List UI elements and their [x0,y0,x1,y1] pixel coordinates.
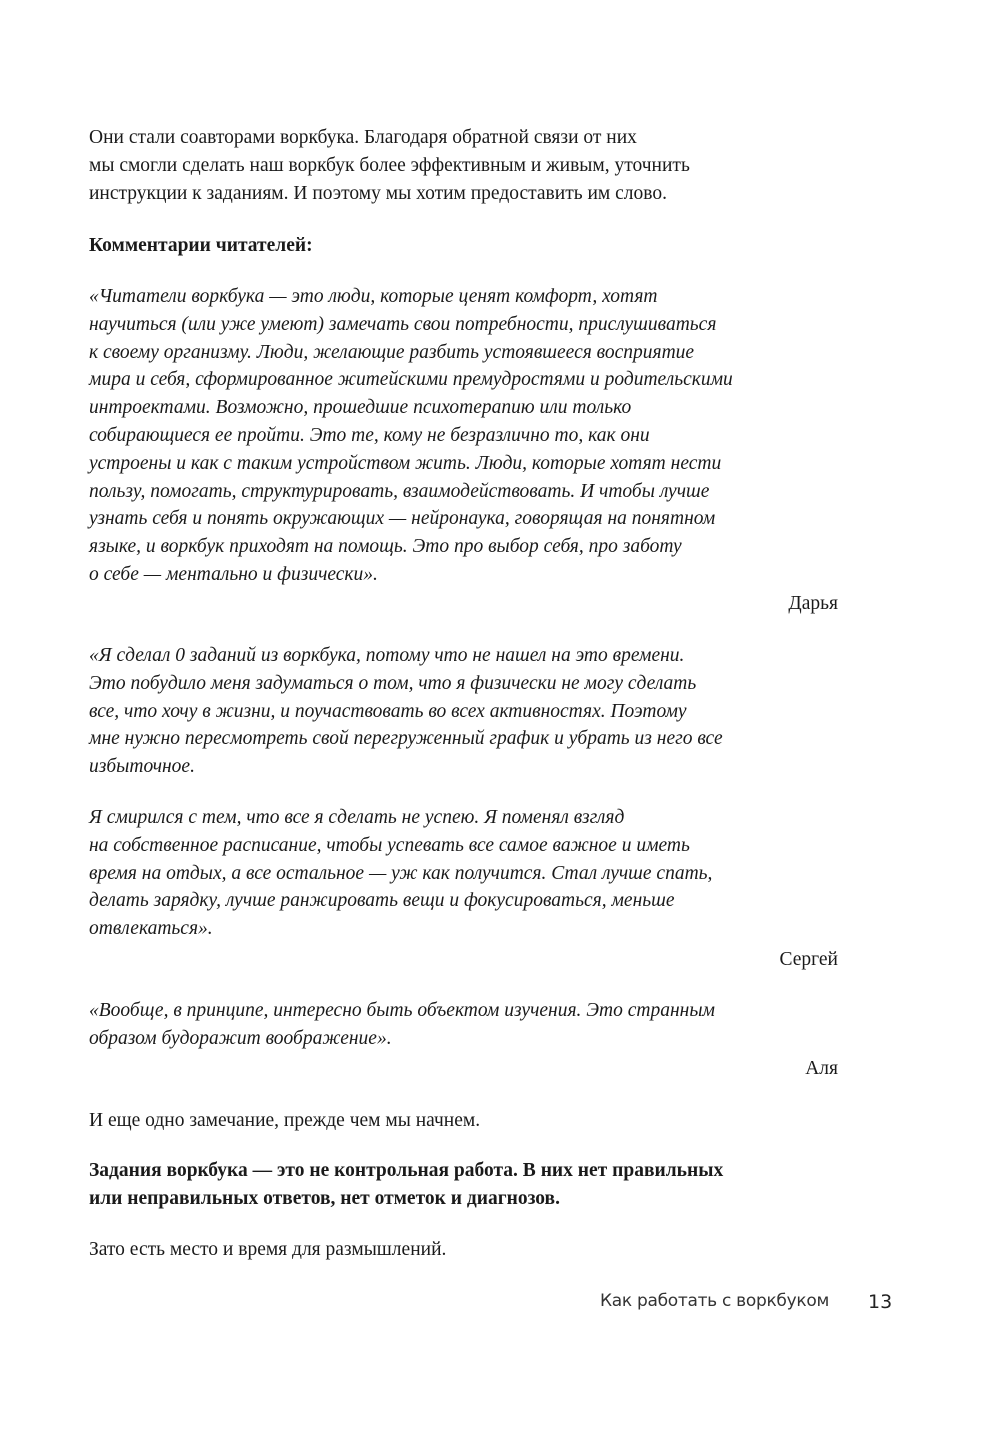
text-line: научиться (или уже умеют) замечать свои потребности, прислушиваться [89,313,717,335]
text-line: отвлекаться». [89,918,213,940]
text-line: Зато есть место и время для размышлений. [89,1239,447,1260]
intro-paragraph [89,124,849,207]
text-line: о себе — ментально и физически». [89,563,378,585]
text-line: инструкции к заданиям. И поэтому мы хотим предоставить им слово. [89,182,667,204]
heading-text: Комментарии читателей: [89,235,313,256]
text-line: к своему организму. Люди, желающие разбить устоявшееся восприятие [89,341,695,363]
bold-note [89,1157,849,1213]
comment-2-author: Сергей [779,949,838,970]
text-line: Они стали соавторами воркбука. Благодаря обратной связи от них [89,127,637,148]
text-line: образом будоражит воображение». [89,1027,392,1049]
text-line: мира и себя, сформированное житейскими премудростями и родительскими [89,369,733,391]
text-line: Это побудило меня задуматься о том, что я физически не могу сделать [89,672,697,694]
text-line: «Вообще, в принципе, интересно быть объектом изучения. Это странным [89,1000,715,1021]
text-line: И еще одно замечание, прежде чем мы начнем. [89,1110,481,1131]
text-line: на собственное расписание, чтобы успевать все самое важное и иметь [89,834,690,856]
text-line: мы смогли сделать наш воркбук более эффективным и живым, уточнить [89,154,690,176]
comment-2-quote-p2 [89,804,849,943]
footer-section-title: Как работать с воркбуком [600,1291,829,1311]
comment-3-quote [89,997,849,1053]
text-line: Задания воркбука — это не контрольная работа. В них нет правильных [89,1160,724,1181]
text-line: избыточное. [89,756,195,778]
text-line: Я смирился с тем, что все я сделать не успею. Я поменял взгляд [89,807,625,828]
closing-paragraph [89,1236,849,1264]
page-number: 13 [868,1291,893,1313]
text-line: или неправильных ответов, нет отметок и диагнозов. [89,1187,560,1209]
comment-2-quote-p1 [89,642,849,781]
text-line: делать зарядку, лучше ранжировать вещи и фокусироваться, меньше [89,890,675,912]
text-line: «Я сделал 0 заданий из воркбука, потому что не нашел на это времени. [89,645,685,666]
text-line: все, что хочу в жизни, и поучаствовать во всех активностях. Поэтому [89,700,687,722]
text-line: собирающиеся ее пройти. Это те, кому не безразлично то, как они [89,424,650,446]
text-line: пользу, помогать, структурировать, взаимодействовать. И чтобы лучше [89,480,710,502]
section-heading [89,232,849,260]
text-line: мне нужно пересмотреть свой перегруженный график и убрать из него все [89,728,723,750]
text-line: языке, и воркбук приходят на помощь. Это про выбор себя, про заботу [89,536,682,558]
text-line: «Читатели воркбука — это люди, которые ценят комфорт, хотят [89,286,658,307]
text-line: узнать себя и понять окружающих — нейронаука, говорящая на понятном [89,508,716,530]
text-line: время на отдых, а все остальное — уж как получится. Стал лучше спать, [89,862,713,884]
text-line: устроены и как с таким устройством жить. Люди, которые хотят нести [89,452,722,474]
comment-1-quote [89,283,849,589]
remark-paragraph [89,1107,849,1135]
comment-3-author: Аля [805,1058,838,1079]
comment-1-author: Дарья [788,593,838,614]
text-line: интроектами. Возможно, прошедшие психотерапию или только [89,397,632,419]
